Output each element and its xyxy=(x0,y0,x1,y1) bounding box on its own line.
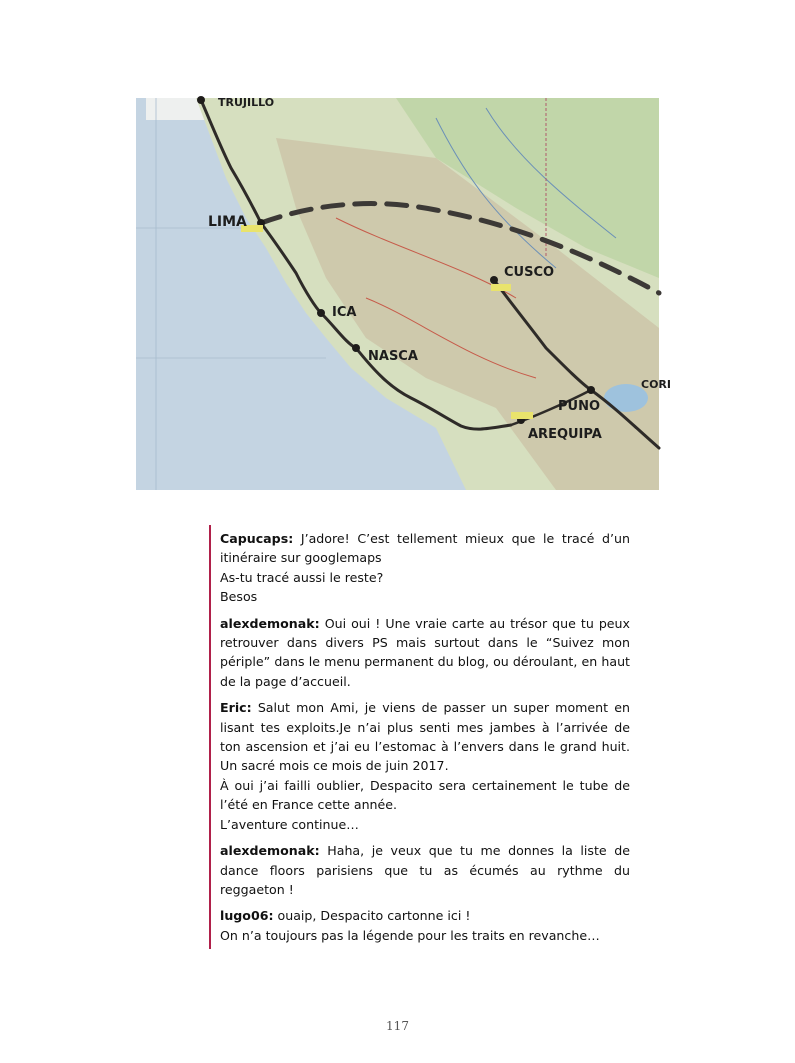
comment-author: lugo06: xyxy=(220,908,274,924)
comment-line xyxy=(220,776,630,815)
comment-text: Besos xyxy=(220,589,258,605)
map-label-trujillo: TRUJILLO xyxy=(218,96,275,109)
comment-line xyxy=(220,906,630,925)
page-number: 117 xyxy=(386,1019,409,1033)
map-label-puno: PUNO xyxy=(558,399,601,414)
comment-line xyxy=(220,529,630,568)
comment-author: alexdemonak: xyxy=(220,843,320,859)
comments-section xyxy=(209,525,630,949)
comment-text: On n’a toujours pas la légende pour les traits en revanche… xyxy=(220,927,600,943)
comment-text: Salut mon Ami, je viens de passer un super moment en lisant tes exploits.Je n’ai plus senti mes jambes à l’arrivée de ton ascension et j’ai eu l’estomac à l’envers dans le grand huit. Un sacré mois ce mois de juin 2017. xyxy=(220,700,630,774)
map-label-lima: LIMA xyxy=(208,214,247,230)
comment-line xyxy=(220,926,630,945)
comment xyxy=(220,698,630,834)
comment-text: As-tu tracé aussi le reste? xyxy=(220,569,384,585)
comment-text: À oui j’ai failli oublier, Despacito sera certainement le tube de l’été en France cette année. xyxy=(220,777,630,813)
comment-text: Haha, je veux que tu me donnes la liste de dance floors parisiens que tu as écumés au rythme du reggaeton ! xyxy=(220,843,630,897)
map-label-ica: ICA xyxy=(332,305,357,320)
comment xyxy=(220,841,630,899)
comment-line xyxy=(220,815,630,834)
comment-author: Eric: xyxy=(220,700,252,716)
map-label-arequipa: AREQUIPA xyxy=(528,427,602,442)
comment xyxy=(220,906,630,945)
map-label-nasca: NASCA xyxy=(368,349,418,364)
comment xyxy=(220,529,630,607)
comment-author: Capucaps: xyxy=(220,531,294,546)
comment-text: L’aventure continue… xyxy=(220,816,359,832)
comment-text: J’adore! C’est tellement mieux que le tracé d’un itinéraire sur googlemaps xyxy=(220,531,630,566)
comment-text: ouaip, Despacito cartonne ici ! xyxy=(277,908,471,924)
comment-author: alexdemonak: xyxy=(220,615,320,631)
comment-text: Oui oui ! Une vraie carte au trésor que tu peux retrouver dans divers PS mais surtout dans le “Suivez mon périple” dans le menu permanent du blog, ou déroulant, en haut de la page d’accueil. xyxy=(220,615,630,689)
comment-line xyxy=(220,698,630,776)
comment-line xyxy=(220,587,630,606)
map-photo xyxy=(136,96,671,490)
comment-line xyxy=(220,614,630,692)
peru-route-map xyxy=(136,96,671,490)
comment-line xyxy=(220,841,630,899)
comment-line xyxy=(220,568,630,587)
map-label-cori: CORI xyxy=(641,378,671,391)
map-label-cusco: CUSCO xyxy=(504,265,555,280)
comment xyxy=(220,614,630,692)
